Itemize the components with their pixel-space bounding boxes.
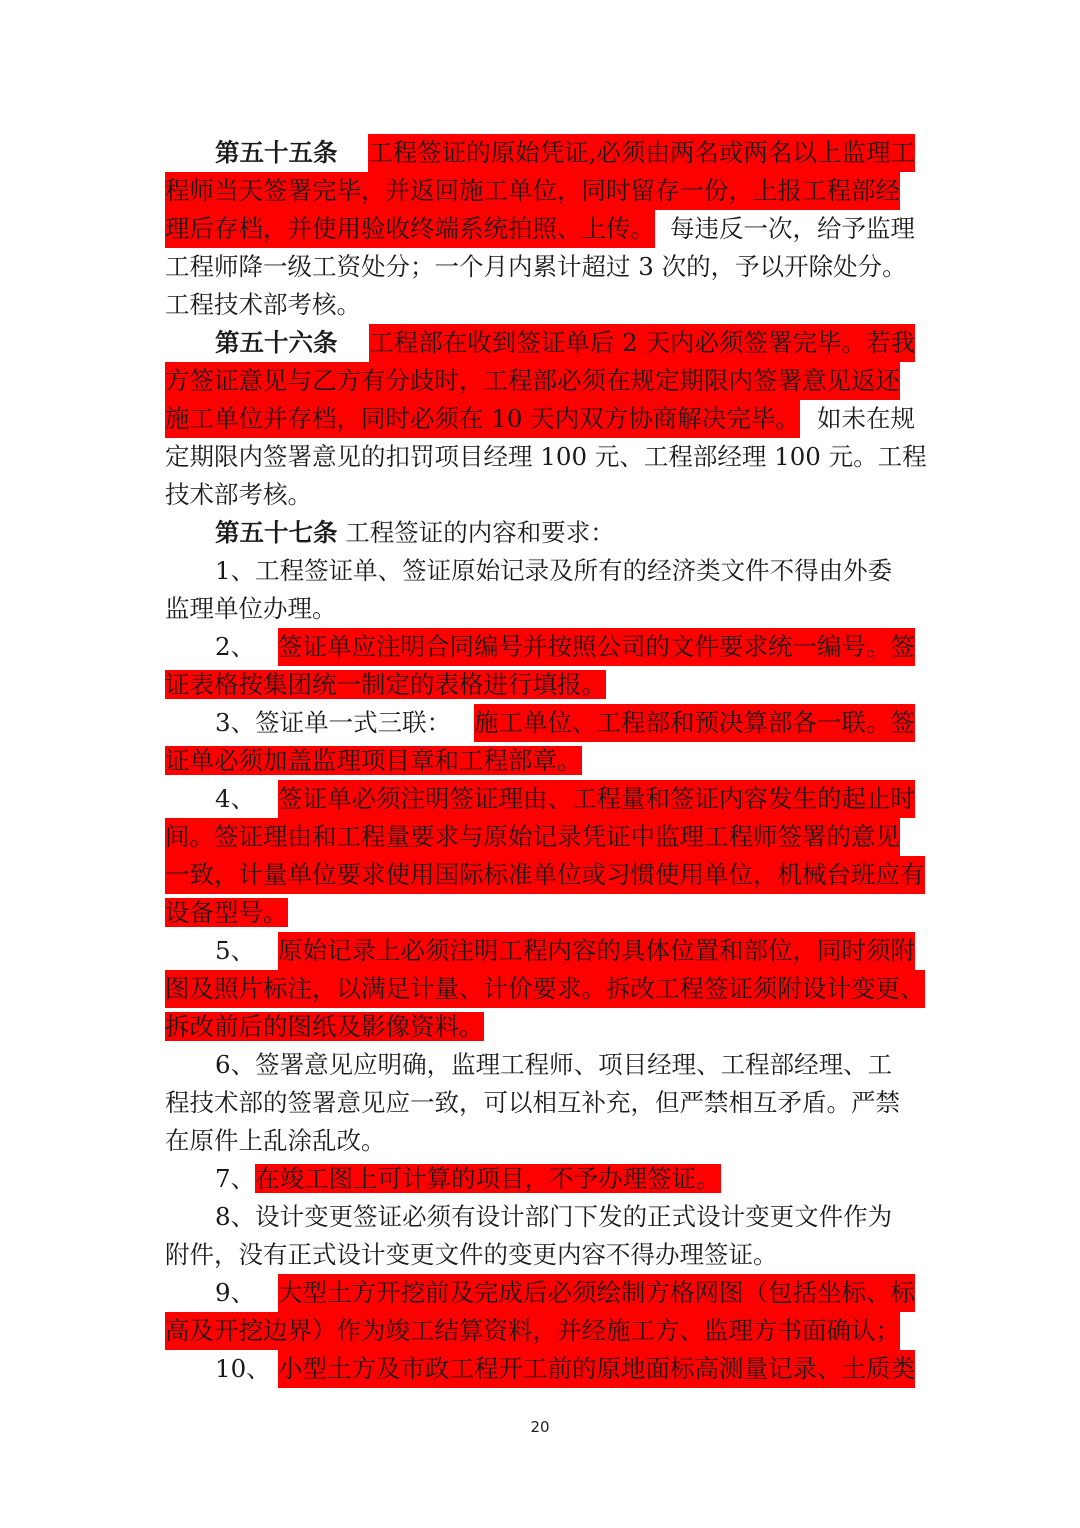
text-segment: 工程签证的内容和要求：: [337, 518, 615, 547]
highlighted-text: 签证单应注明合同编号并按照公司的文件要求统一编号。签: [278, 628, 915, 666]
text-segment: 程技术部的签署意见应一致，可以相互补充，但严禁相互矛盾。严禁: [165, 1088, 900, 1117]
text-line: [215, 134, 915, 172]
text-line: [215, 1046, 915, 1084]
text-line: [165, 286, 361, 324]
text-line: [215, 552, 915, 590]
text-line: [165, 400, 915, 438]
highlighted-text: 拆改前后的图纸及影像资料。: [165, 1012, 484, 1041]
text-line: [165, 210, 915, 248]
article-heading: 第五十七条: [215, 518, 338, 547]
text-line: [215, 1350, 915, 1388]
highlighted-text: 程师当天签署完毕，并返回施工单位，同时留存一份，上报工程部经: [165, 172, 900, 210]
highlighted-text: 一致，计量单位要求使用国际标准单位或习惯使用单位，机械台班应有: [165, 856, 925, 894]
text-segment: 9、: [215, 1278, 256, 1307]
text-line: [215, 932, 915, 970]
text-line: [165, 438, 927, 476]
article-heading: 第五十五条: [215, 138, 338, 167]
text-segment: 工程师降一级工资处分；一个月内累计超过 3 次的，予以开除处分。: [165, 252, 907, 281]
text-line: [165, 1084, 915, 1122]
highlighted-text: 工程部在收到签证单后 2 天内必须签署完毕。若我: [369, 324, 915, 362]
text-line: [165, 1008, 484, 1046]
text-line: [215, 1274, 915, 1312]
text-segment: 5、: [215, 936, 256, 965]
highlighted-text: 大型土方开挖前及完成后必须绘制方格网图（包括坐标、标: [278, 1274, 915, 1312]
text-segment: 3、签证单一式三联：: [215, 708, 452, 737]
text-line: [165, 172, 915, 210]
text-line: [165, 1236, 778, 1274]
text-segment: 2、: [215, 632, 256, 661]
text-segment: 8、设计变更签证必须有设计部门下发的正式设计变更文件作为: [215, 1202, 893, 1231]
text-segment: 1、工程签证单、签证原始记录及所有的经济类文件不得由外委: [215, 556, 893, 585]
text-line: [165, 856, 925, 894]
text-segment: 定期限内签署意见的扣罚项目经理 100 元、工程部经理 100 元。工程: [165, 442, 927, 471]
text-line: [165, 362, 915, 400]
text-line: [215, 704, 915, 742]
text-line: [215, 324, 915, 362]
highlighted-text: 在竣工图上可计算的项目，不予办理签证。: [255, 1164, 721, 1193]
text-line: [215, 1160, 721, 1198]
highlighted-text: 证表格按集团统一制定的表格进行填报。: [165, 670, 606, 699]
text-line: [165, 666, 606, 704]
text-segment: 附件，没有正式设计变更文件的变更内容不得办理签证。: [165, 1240, 778, 1269]
highlighted-text: 设备型号。: [165, 898, 288, 927]
text-segment: 7、: [215, 1164, 256, 1193]
text-segment: 监理单位办理。: [165, 594, 337, 623]
highlighted-text: 方签证意见与乙方有分歧时，工程部必须在规定期限内签署意见返还: [165, 362, 900, 400]
text-line: [215, 514, 615, 552]
highlighted-text: 证单必须加盖监理项目章和工程部章。: [165, 746, 582, 775]
text-line: [165, 476, 312, 514]
text-segment: 6、签署意见应明确，监理工程师、项目经理、工程部经理、工: [215, 1050, 893, 1079]
text-line: [215, 628, 915, 666]
page-number: 20: [530, 1418, 550, 1436]
text-line: [215, 1198, 915, 1236]
highlighted-text: 理后存档，并使用验收终端系统拍照、上传。: [165, 210, 655, 248]
highlighted-text: 工程签证的原始凭证,必须由两名或两名以上监理工: [368, 134, 915, 172]
text-line: [165, 590, 337, 628]
highlighted-text: 间。签证理由和工程量要求与原始记录凭证中监理工程师签署的意见: [165, 818, 900, 856]
highlighted-text: 原始记录上必须注明工程内容的具体位置和部位，同时须附: [278, 932, 915, 970]
text-line: [165, 970, 925, 1008]
highlighted-text: 小型土方及市政工程开工前的原地面标高测量记录、土质类: [278, 1350, 915, 1388]
text-segment: 工程技术部考核。: [165, 290, 361, 319]
text-segment: 4、: [215, 784, 256, 813]
text-line: [165, 1312, 915, 1350]
text-line: [165, 818, 915, 856]
text-line: [165, 894, 288, 932]
text-segment: 10、: [215, 1354, 271, 1383]
text-line: [215, 780, 915, 818]
highlighted-text: 图及照片标注，以满足计量、计价要求。拆改工程签证须附设计变更、: [165, 970, 925, 1008]
highlighted-text: 高及开挖边界）作为竣工结算资料，并经施工方、监理方书面确认；: [165, 1312, 900, 1350]
text-segment: 技术部考核。: [165, 480, 312, 509]
text-line: [165, 1122, 386, 1160]
highlighted-text: 签证单必须注明签证理由、工程量和签证内容发生的起止时: [278, 780, 915, 818]
highlighted-text: 施工单位、工程部和预决算部各一联。签: [474, 704, 915, 742]
text-segment: 如未在规: [817, 404, 915, 433]
article-heading: 第五十六条: [215, 328, 338, 357]
highlighted-text: 施工单位并存档，同时必须在 10 天内双方协商解决完毕。: [165, 400, 800, 438]
text-line: [165, 742, 582, 780]
text-segment: 每违反一次，给予监理: [670, 214, 915, 243]
text-segment: 在原件上乱涂乱改。: [165, 1126, 386, 1155]
text-line: [165, 248, 915, 286]
